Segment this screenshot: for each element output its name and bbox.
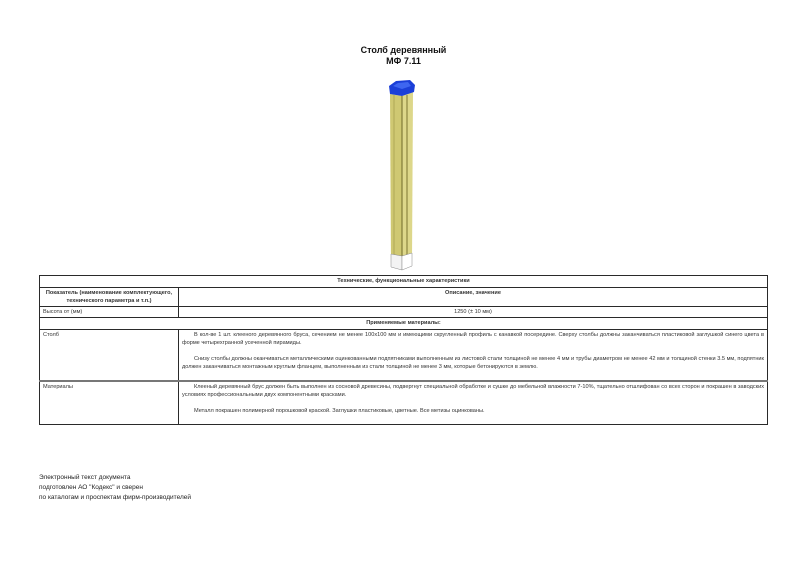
column-header-parameter: Показатель (наименование комплектующего, технического параметра и т.п.) <box>40 288 179 307</box>
height-label: Высота от (мм) <box>40 307 179 318</box>
description-paragraph: Клееный деревянный брус должен быть выполнен из сосновой древесины, подвергнут специальной обработке и сушке до мебельной влажности 7-10%, тщательно отшлифован со всех сторон и покрашен в заводских условиях профессиональными двух компонентными красками. <box>182 384 764 398</box>
footer-line: по каталогам и проспектам фирм-производителей <box>39 494 192 501</box>
footer-line: подготовлен АО "Кодекс" и сверен <box>39 484 143 491</box>
description-paragraph: Металл покрашен полимерной порошковой краской. Заглушки пластиковые, цветные. Все метизы оцинкованы. <box>194 408 485 414</box>
section-title-materials: Применяемые материалы: <box>40 318 768 330</box>
description-paragraph: В кол-ве 1 шт. клееного деревянного бруса, сечением не менее 100х100 мм и имеющими скругленный профиль с канавкой посередине. Сверху столбы должны заканчиваться пластиковой заглушкой синего цвета в форме четырехгранной усеченной пирамиды. <box>182 332 764 346</box>
row-label: Столб <box>40 330 179 382</box>
column-header-description: Описание, значение <box>179 288 768 307</box>
title-name: Столб деревянный <box>360 45 447 55</box>
title-code: МФ 7.11 <box>386 56 421 66</box>
table-row-materials <box>40 381 768 425</box>
row-description <box>179 330 768 382</box>
document-footer <box>39 473 191 503</box>
specification-table <box>39 275 768 425</box>
section-header-row <box>40 276 768 288</box>
section-header-row <box>40 318 768 330</box>
section-title-characteristics: Технические, функциональные характеристики <box>40 276 768 288</box>
height-value: 1250 (± 10 мм) <box>179 307 768 318</box>
document-title <box>0 45 807 67</box>
description-paragraph: Снизу столбы должны оканчиваться металлическими оцинкованными подпятниками выполненным из листовой стали толщиной не менее 4 мм и трубы диаметром не менее 42 мм и толщиной стенки 3.5 мм, подпятник должен заканчиваться монтажным круглым фланцем, выполненным из стали толщиной не менее 3 мм, которые бетонируются в землю. <box>182 356 764 370</box>
footer-line: Электронный текст документа <box>39 474 131 481</box>
wooden-post-illustration-icon <box>384 80 420 274</box>
table-row-post <box>40 330 768 382</box>
column-header-row <box>40 288 768 307</box>
row-description <box>179 381 768 425</box>
row-label: Материалы <box>40 381 179 425</box>
table-row-height <box>40 307 768 318</box>
